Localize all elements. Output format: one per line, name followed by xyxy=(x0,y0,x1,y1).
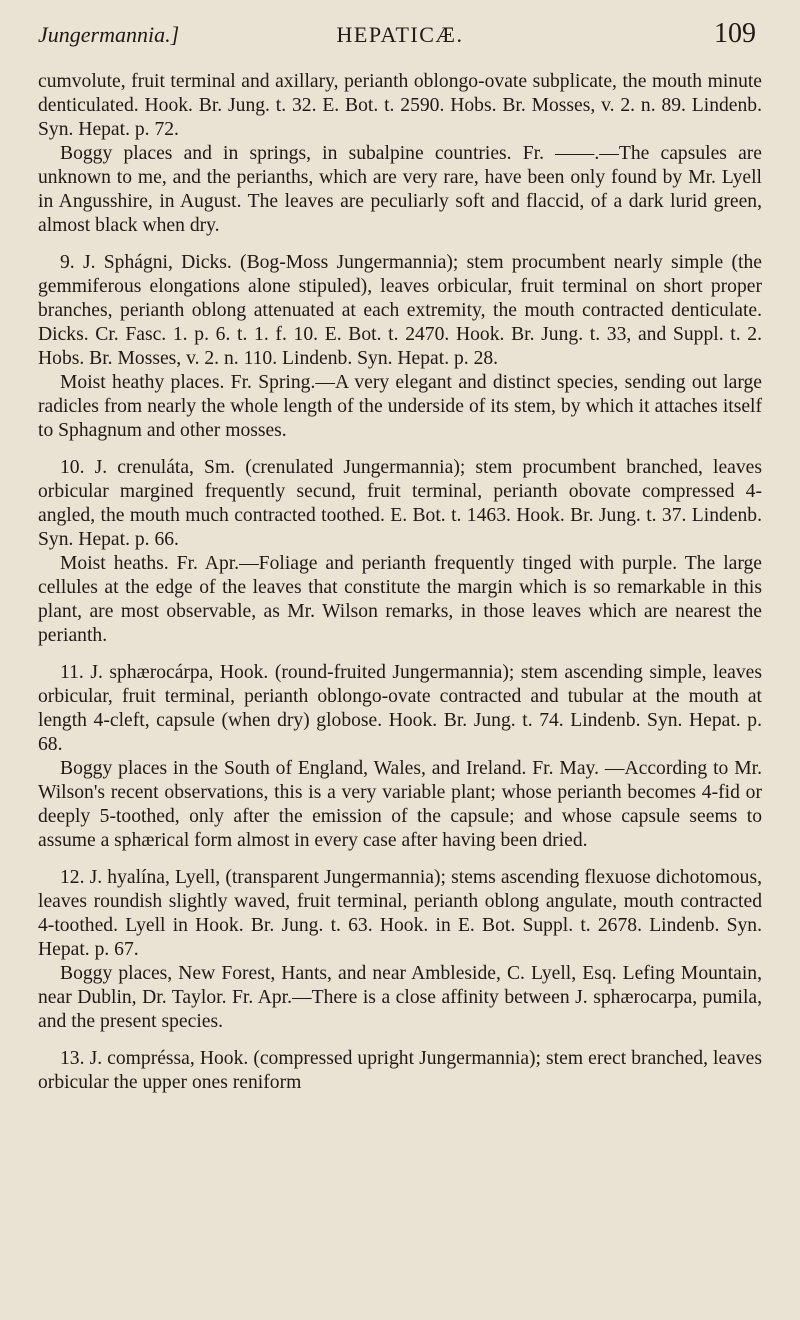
page-number: 109 xyxy=(714,18,756,49)
paragraph-habitat: Boggy places and in springs, in subalpine countries. Fr. ——.—The capsules are unknown to me, and the perianths, which are very rare, have been only found by Mr. Lyell in Angusshire, in August. The leaves are peculiarly soft and flaccid, of a dark lurid green, almost black when dry. xyxy=(38,143,762,236)
running-title: Jungermannia.] xyxy=(38,22,180,47)
species-11-habitat: Boggy places in the South of England, Wales, and Ireland. Fr. May. —According to Mr. Wilson's recent observations, this is a very variable plant; whose perianth becomes 4-fid or deeply 5-toothed, only after the emission of the capsule; and whose capsule seems to assume a sphærical form almost in every case after having been dried. xyxy=(38,758,762,851)
species-12-description: 12. J. hyalína, Lyell, (transparent Jungermannia); stems ascending flexuose dichotomous, leaves roundish slightly waved, fruit terminal, perianth oblong angulate, mouth contracted 4-toothed. Lyell in Hook. Br. Jung. t. 63. Hook. in E. Bot. Suppl. t. 2678. Lindenb. Syn. Hepat. p. 67. xyxy=(38,867,762,960)
species-13-description: 13. J. compréssa, Hook. (compressed upright Jungermannia); stem erect branched, leaves orbicular the upper ones reniform xyxy=(38,1048,762,1093)
section-title: HEPATICÆ. xyxy=(336,22,464,47)
species-11-description: 11. J. sphærocárpa, Hook. (round-fruited Jungermannia); stem ascending simple, leaves orbicular, fruit terminal, perianth oblongo-ovate contracted and tubular at the mouth at length 4-cleft, capsule (when dry) globose. Hook. Br. Jung. t. 74. Lindenb. Syn. Hepat. p. 68. xyxy=(38,662,762,755)
species-10-habitat: Moist heaths. Fr. Apr.—Foliage and perianth frequently tinged with purple. The large cellules at the edge of the leaves that constitute the margin which is so remarkable in this plant, are most observable, as Mr. Wilson remarks, in those leaves which are nearest the perianth. xyxy=(38,553,762,646)
species-12-habitat: Boggy places, New Forest, Hants, and near Ambleside, C. Lyell, Esq. Lefing Mountain, near Dublin, Dr. Taylor. Fr. Apr.—There is a close affinity between J. sphærocarpa, pumila, and the present species. xyxy=(38,963,762,1032)
paragraph-continuation: cumvolute, fruit terminal and axillary, perianth oblongo-ovate subplicate, the mouth minute denticulated. Hook. Br. Jung. t. 32. E. Bot. t. 2590. Hobs. Br. Mosses, v. 2. n. 89. Lindenb. Syn. Hepat. p. 72. xyxy=(38,71,762,140)
species-9-description: 9. J. Sphágni, Dicks. (Bog-Moss Jungermannia); stem procumbent nearly simple (the gemmiferous elongations alone stipuled), leaves orbicular, fruit terminal on short proper branches, perianth oblong attenuated at each extremity, the mouth contracted denticulate. Dicks. Cr. Fasc. 1. p. 6. t. 1. f. 10. E. Bot. t. 2470. Hook. Br. Jung. t. 33, and Suppl. t. 2. Hobs. Br. Mosses, v. 2. n. 110. Lindenb. Syn. Hepat. p. 28. xyxy=(38,252,762,369)
body-text xyxy=(38,70,762,1095)
species-10-description: 10. J. crenuláta, Sm. (crenulated Jungermannia); stem procumbent branched, leaves orbicular margined frequently secund, fruit terminal, perianth obovate compressed 4-angled, the mouth much contracted toothed. E. Bot. t. 1463. Hook. Br. Jung. t. 37. Lindenb. Syn. Hepat. p. 66. xyxy=(38,457,762,550)
species-9-habitat: Moist heathy places. Fr. Spring.—A very elegant and distinct species, sending out large radicles from nearly the whole length of the underside of its stem, by which it attaches itself to Sphagnum and other mosses. xyxy=(38,372,762,441)
running-header xyxy=(38,18,762,52)
